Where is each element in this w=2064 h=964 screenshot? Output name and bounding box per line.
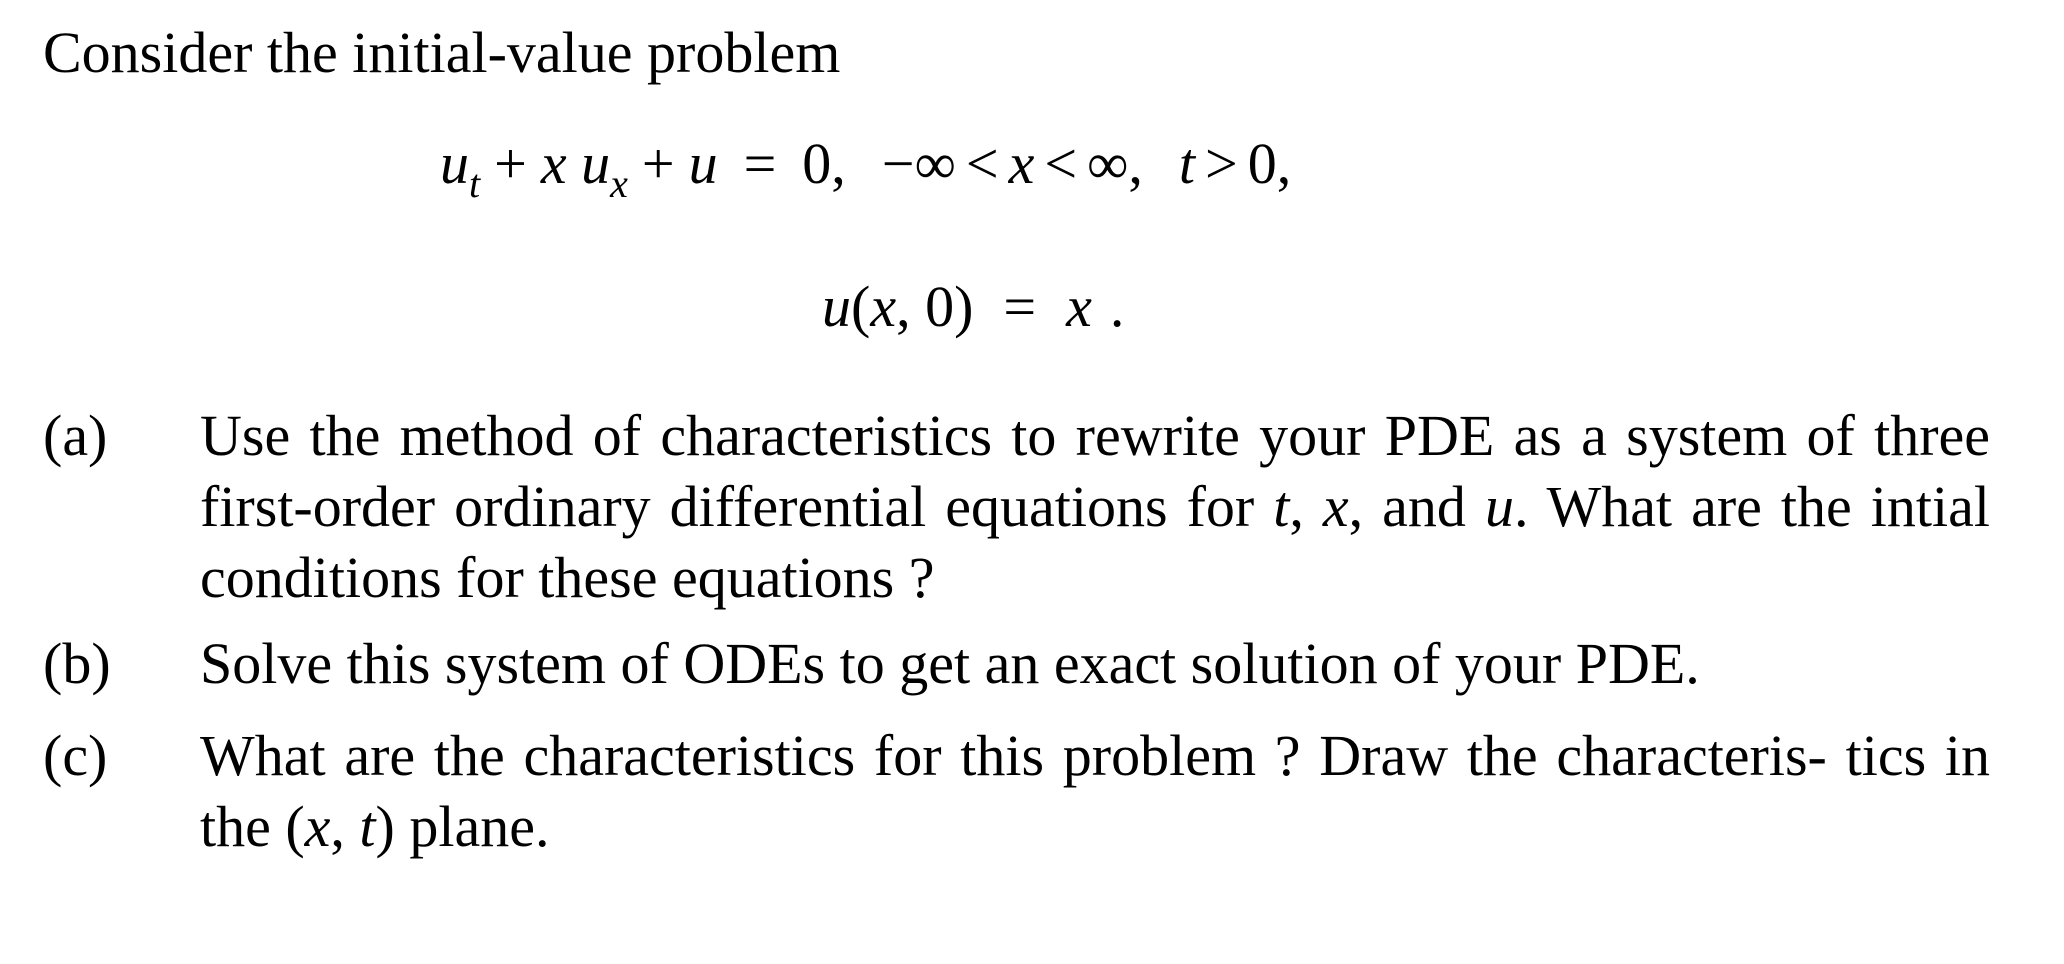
pde-equation bbox=[440, 131, 1292, 206]
eq-less-than: < bbox=[1044, 131, 1078, 196]
ic-x: x bbox=[870, 274, 897, 339]
eq-plus: + bbox=[641, 131, 675, 196]
eq-equals: = bbox=[743, 131, 777, 196]
item-text-part: What are the characteristics for this problem ? Draw the characteris- tics in the ( bbox=[200, 723, 1990, 859]
item-text: Solve this system of ODEs to get an exact solution of your PDE. bbox=[200, 631, 1700, 696]
item-label: (b) bbox=[43, 631, 111, 696]
variable-x: x bbox=[304, 794, 331, 859]
variable-t: t bbox=[359, 794, 376, 859]
eq-x: x bbox=[540, 131, 567, 196]
eq-minus-infinity: −∞ bbox=[881, 131, 956, 196]
ic-u: u bbox=[822, 274, 851, 339]
eq-plus: + bbox=[494, 131, 527, 196]
variable-u: u bbox=[1484, 474, 1514, 539]
eq-infinity: ∞, bbox=[1087, 131, 1143, 196]
eq-u: u bbox=[688, 131, 718, 196]
ic-period: . bbox=[1109, 274, 1125, 339]
item-label: (c) bbox=[43, 723, 108, 788]
initial-condition-equation bbox=[822, 274, 1125, 339]
item-text-part: Use the method of characteristics to rewrite your PDE as a system of three first-order ordinary differential equations for bbox=[200, 403, 1990, 539]
item-text-part: ) plane. bbox=[375, 794, 550, 859]
item-text-part: , bbox=[1289, 474, 1323, 539]
eq-t-subscript: t bbox=[469, 161, 481, 206]
eq-x-subscript: x bbox=[610, 161, 628, 206]
ic-equals: = bbox=[1003, 274, 1037, 339]
intro-text: Consider the initial-value problem bbox=[43, 20, 841, 85]
eq-x: x bbox=[1008, 131, 1035, 196]
eq-u: u bbox=[440, 131, 469, 196]
eq-t: t bbox=[1178, 131, 1196, 196]
eq-u: u bbox=[581, 131, 611, 196]
ic-args-rest: , 0) bbox=[896, 274, 974, 339]
eq-less-than: < bbox=[965, 131, 999, 196]
item-text bbox=[200, 720, 1990, 862]
eq-zero: 0, bbox=[802, 131, 846, 196]
ic-open-paren: ( bbox=[851, 274, 871, 339]
eq-greater-than: > bbox=[1205, 131, 1238, 196]
item-text-part: , bbox=[330, 794, 360, 859]
ic-rhs-x: x bbox=[1066, 274, 1092, 339]
variable-t: t bbox=[1273, 474, 1290, 539]
item-label: (a) bbox=[43, 403, 108, 468]
eq-zero: 0, bbox=[1247, 131, 1292, 196]
variable-x: x bbox=[1322, 474, 1349, 539]
item-text bbox=[200, 400, 1990, 613]
item-text-part: , and bbox=[1348, 474, 1485, 539]
item-text-part: . What are the intial conditions for these equations ? bbox=[200, 474, 1990, 610]
